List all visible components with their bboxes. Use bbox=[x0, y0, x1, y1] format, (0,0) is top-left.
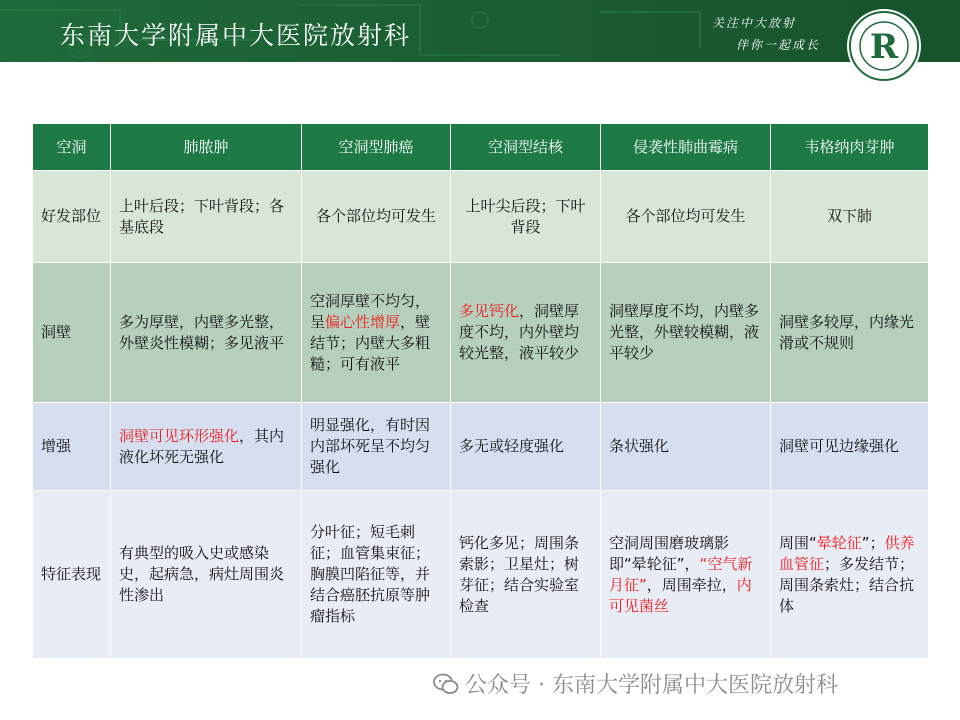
cell-text: 各个部位均可发生 bbox=[315, 207, 436, 225]
header-strip bbox=[0, 62, 960, 82]
cell-text: 明显强化，有时因内部坏死呈不均匀强化 bbox=[310, 416, 431, 476]
table-cell bbox=[771, 403, 929, 491]
table-cell bbox=[111, 263, 302, 403]
table-cell bbox=[771, 263, 929, 403]
table-row bbox=[33, 491, 929, 659]
header-title: 东南大学附属中大医院放射科 bbox=[60, 21, 412, 50]
cell-text: 周围“ bbox=[779, 533, 817, 552]
table-cell bbox=[111, 171, 302, 263]
table-cell bbox=[451, 403, 601, 491]
row-label: 增强 bbox=[33, 403, 111, 491]
cell-text: 洞壁厚度不均，内壁多光整，外壁较模糊，液平较少 bbox=[609, 302, 760, 362]
cell-text: ，周围牵拉， bbox=[646, 575, 737, 594]
cell-text: 多无或轻度强化 bbox=[459, 437, 565, 455]
hospital-logo-icon bbox=[846, 8, 922, 82]
row-label: 好发部位 bbox=[33, 171, 111, 263]
header-cell: 空洞型结核 bbox=[451, 124, 601, 171]
slogan-line-2: 伴你一起成长 bbox=[736, 38, 821, 52]
cell-text: 洞壁多较厚，内缘光滑或不规则 bbox=[779, 312, 915, 352]
table-row bbox=[33, 263, 929, 403]
cell-text: 上叶后段；下叶背段；各基底段 bbox=[119, 196, 285, 236]
cell-text: 分叶征；短毛刺征；血管集束征；胸膜凹陷征等，并结合癌胚抗原等肿瘤指标 bbox=[310, 523, 431, 625]
cell-text: 钙化多见；周围条索影；卫星灶；树芽征；结合实验室检查 bbox=[459, 533, 580, 615]
header-cell: 肺脓肿 bbox=[111, 124, 302, 171]
table-cell bbox=[302, 171, 451, 263]
watermark bbox=[433, 668, 838, 699]
cell-text: ，其内液化坏死无强化 bbox=[119, 426, 285, 466]
cell-text: ”； bbox=[861, 533, 885, 552]
slogan-line-1: 关注中大放射 bbox=[712, 16, 797, 30]
cell-text: 条状强化 bbox=[609, 437, 670, 455]
comparison-table bbox=[32, 123, 929, 659]
highlight-text: 内可见菌丝 bbox=[609, 575, 752, 615]
table-cell bbox=[601, 403, 771, 491]
watermark-text: 公众号 · 东南大学附属中大医院放射科 bbox=[465, 673, 838, 698]
wechat-icon bbox=[433, 673, 459, 695]
header-cell: 韦格纳肉芽肿 bbox=[771, 124, 929, 171]
cell-text: 洞壁可见边缘强化 bbox=[779, 437, 900, 455]
highlight-text: 晕轮征 bbox=[816, 533, 862, 552]
table-cell bbox=[451, 263, 601, 403]
table-cell bbox=[302, 491, 451, 659]
table-cell bbox=[771, 491, 929, 659]
table-cell bbox=[451, 171, 601, 263]
header-cell: 空洞型肺癌 bbox=[302, 124, 451, 171]
cell-text: 各个部位均可发生 bbox=[625, 207, 746, 225]
cell-text: 空洞周围磨玻璃影即“晕轮征”， bbox=[609, 533, 730, 573]
highlight-text: 供养血管征 bbox=[779, 533, 915, 573]
table-cell bbox=[601, 171, 771, 263]
cell-text: 上叶尖后段；下叶背段 bbox=[465, 196, 586, 236]
cell-text: ，壁结节；内壁大多粗糙；可有液平 bbox=[310, 312, 431, 373]
cell-text: 双下肺 bbox=[826, 207, 872, 225]
cell-text: 多为厚壁，内壁多光整，外壁炎性模糊；多见液平 bbox=[119, 312, 285, 352]
cell-text: 有典型的吸入史或感染史，起病急，病灶周围炎性渗出 bbox=[119, 544, 285, 604]
row-label: 特征表现 bbox=[33, 491, 111, 659]
table-cell bbox=[111, 403, 302, 491]
header-banner bbox=[0, 0, 960, 82]
comparison-table-container bbox=[32, 123, 929, 659]
highlight-text: “空气新月征” bbox=[609, 554, 753, 594]
table-cell bbox=[601, 491, 771, 659]
table-header-row bbox=[33, 124, 929, 171]
table-cell bbox=[111, 491, 302, 659]
table-cell bbox=[451, 491, 601, 659]
table-cell bbox=[302, 403, 451, 491]
table-row bbox=[33, 171, 929, 263]
cell-text: 空洞厚壁不均匀，呈 bbox=[310, 291, 431, 331]
cell-text: ；多发结节；周围条索灶；结合抗体 bbox=[779, 554, 915, 615]
table-cell bbox=[601, 263, 771, 403]
row-label: 洞壁 bbox=[33, 263, 111, 403]
table-cell bbox=[771, 171, 929, 263]
highlight-text: 多见钙化 bbox=[459, 302, 520, 320]
logo-letter: R bbox=[869, 27, 899, 67]
header-cell: 侵袭性肺曲霉病 bbox=[601, 124, 771, 171]
header-cell: 空洞 bbox=[33, 124, 111, 171]
table-cell bbox=[302, 263, 451, 403]
highlight-text: 偏心性增厚 bbox=[325, 312, 401, 331]
cell-text: ，洞壁厚度不均，内外壁均较光整，液平较少 bbox=[459, 302, 580, 362]
table-row bbox=[33, 403, 929, 491]
highlight-text: 洞壁可见环形强化 bbox=[119, 426, 240, 445]
